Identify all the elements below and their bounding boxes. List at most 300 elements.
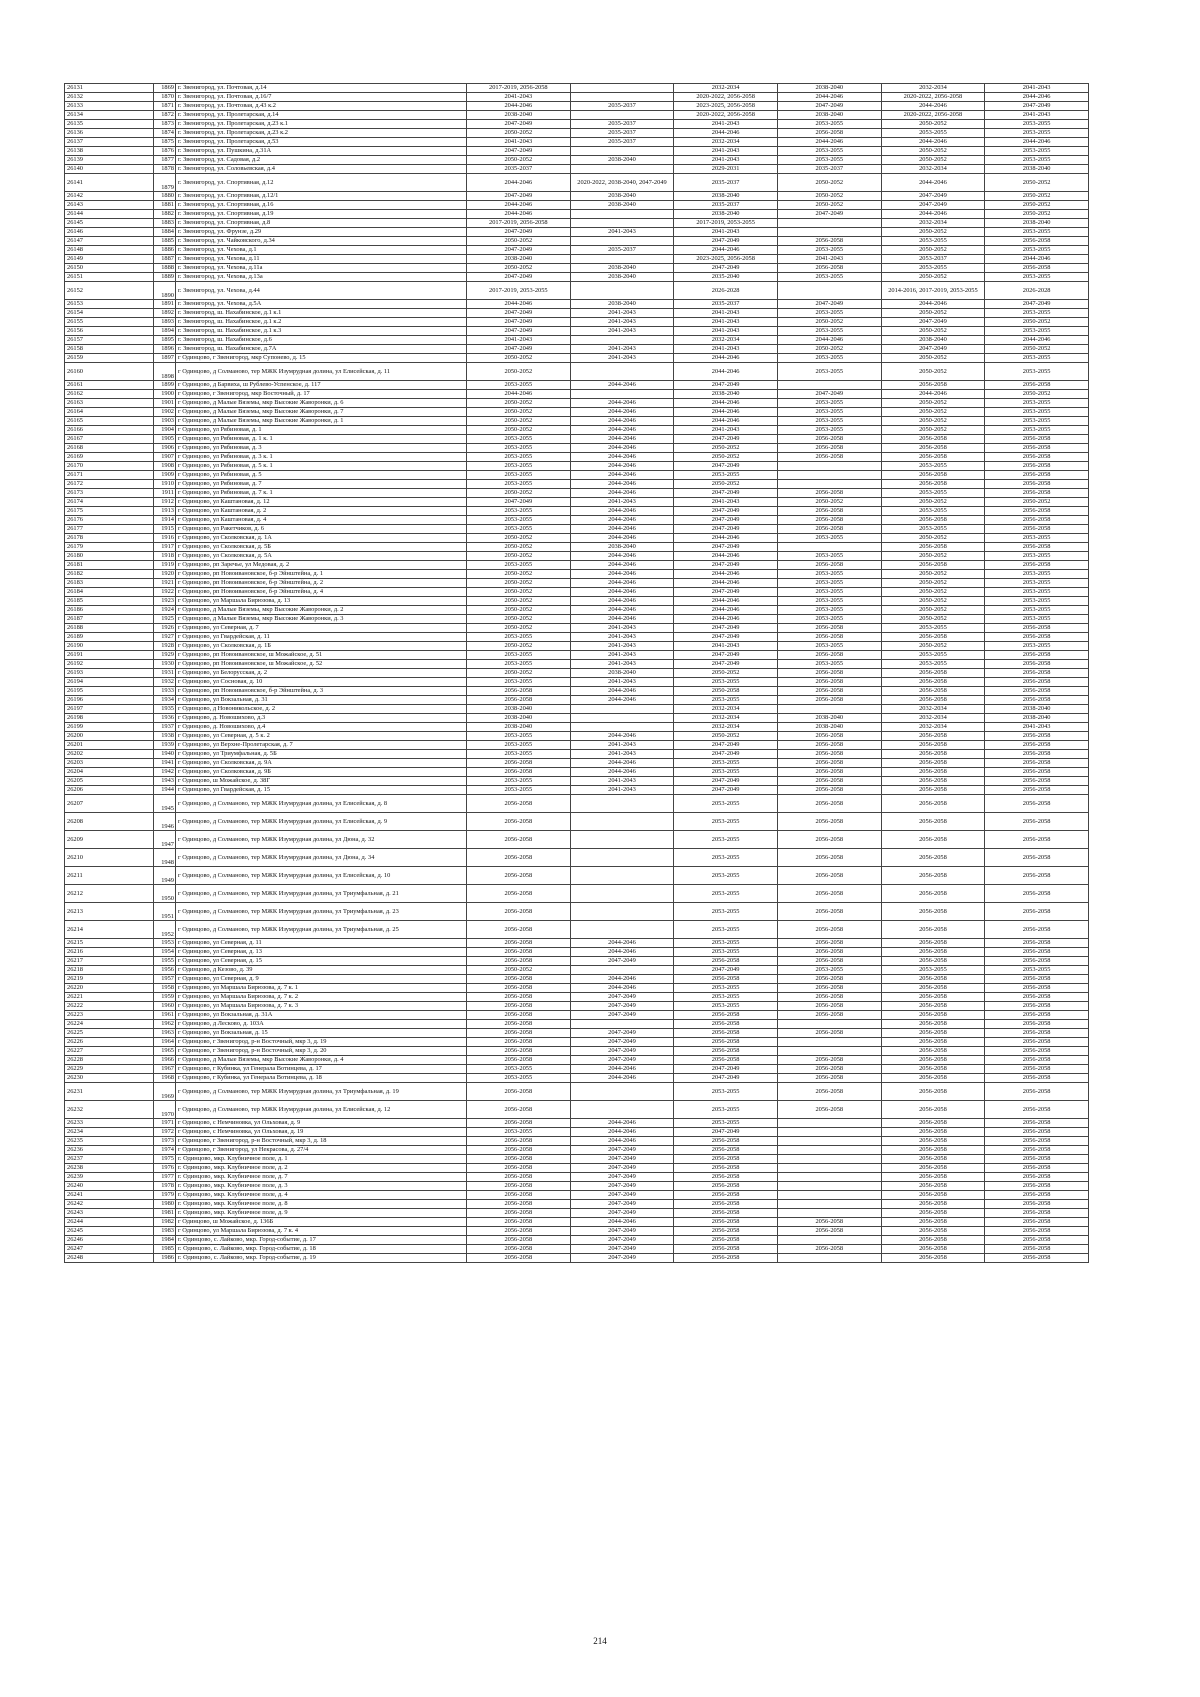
- col-2: [570, 210, 674, 219]
- row-number: 1981: [154, 1209, 176, 1218]
- row-number: 1876: [154, 147, 176, 156]
- col-4: 2056-2058: [777, 795, 881, 813]
- col-4: 2053-2055: [777, 552, 881, 561]
- col-2: 2044-2046: [570, 759, 674, 768]
- col-5: 2053-2055: [881, 462, 985, 471]
- col-5: 2056-2058: [881, 1056, 985, 1065]
- col-2: 2047-2049: [570, 1002, 674, 1011]
- row-number: 1894: [154, 327, 176, 336]
- col-6: 2041-2043: [985, 723, 1089, 732]
- row-id: 26173: [65, 489, 154, 498]
- col-4: 2050-2052: [777, 174, 881, 192]
- col-2: 2047-2049: [570, 1254, 674, 1263]
- table-row: [65, 1218, 1089, 1227]
- col-3: 2053-2055: [674, 831, 778, 849]
- col-2: [570, 867, 674, 885]
- table-row: [65, 1137, 1089, 1146]
- row-address: г. Звенигород, ул. Спортивная, д.16: [176, 201, 467, 210]
- col-2: 2047-2049: [570, 993, 674, 1002]
- col-4: 2053-2055: [777, 426, 881, 435]
- row-address: г. Одинцово, мкр. Клубничное поле, д. 2: [176, 1164, 467, 1173]
- col-1: 2050-2052: [467, 156, 571, 165]
- row-number: 1905: [154, 435, 176, 444]
- col-5: 2056-2058: [881, 1119, 985, 1128]
- row-id: 26149: [65, 255, 154, 264]
- row-address: г Одинцово, рп Новоивановское, ш Можайское, д. 52: [176, 660, 467, 669]
- row-address: г. Одинцово, мкр. Клубничное поле, д. 1: [176, 1155, 467, 1164]
- col-2: 2041-2043: [570, 345, 674, 354]
- row-number: 1948: [154, 849, 176, 867]
- table-row: [65, 1119, 1089, 1128]
- col-1: 2050-2052: [467, 570, 571, 579]
- table-row: [65, 543, 1089, 552]
- col-5: 2044-2046: [881, 210, 985, 219]
- col-4: 2056-2058: [777, 732, 881, 741]
- col-2: 2044-2046: [570, 399, 674, 408]
- row-id: 26243: [65, 1209, 154, 1218]
- row-id: 26145: [65, 219, 154, 228]
- col-4: 2053-2055: [777, 570, 881, 579]
- row-address: г Одинцово, ул Сколковская, д. 1Б: [176, 642, 467, 651]
- col-3: 2050-2052: [674, 444, 778, 453]
- col-1: 2050-2052: [467, 597, 571, 606]
- col-4: [777, 1137, 881, 1146]
- row-number: 1946: [154, 813, 176, 831]
- col-5: 2056-2058: [881, 696, 985, 705]
- col-6: 2050-2052: [985, 345, 1089, 354]
- col-4: 2053-2055: [777, 606, 881, 615]
- col-6: 2056-2058: [985, 1245, 1089, 1254]
- col-4: 2056-2058: [777, 687, 881, 696]
- col-3: 2056-2058: [674, 1191, 778, 1200]
- col-1: 2050-2052: [467, 408, 571, 417]
- row-address: г Одинцово, г Кубинка, ул Генерала Вотинцева, д. 18: [176, 1074, 467, 1083]
- col-4: [777, 471, 881, 480]
- row-number: 1961: [154, 1011, 176, 1020]
- row-number: 1958: [154, 984, 176, 993]
- col-5: 2044-2046: [881, 138, 985, 147]
- col-4: [777, 1200, 881, 1209]
- row-number: 1979: [154, 1191, 176, 1200]
- col-4: 2056-2058: [777, 561, 881, 570]
- col-4: 2056-2058: [777, 948, 881, 957]
- col-6: 2056-2058: [985, 633, 1089, 642]
- col-5: 2050-2052: [881, 534, 985, 543]
- table-row: [65, 948, 1089, 957]
- row-number: 1908: [154, 462, 176, 471]
- col-3: 2053-2055: [674, 795, 778, 813]
- col-4: [777, 1209, 881, 1218]
- col-3: 2029-2031: [674, 165, 778, 174]
- col-1: 2053-2055: [467, 678, 571, 687]
- col-5: 2050-2052: [881, 498, 985, 507]
- col-5: 2050-2052: [881, 615, 985, 624]
- col-1: 2053-2055: [467, 381, 571, 390]
- col-6: 2056-2058: [985, 453, 1089, 462]
- row-number: 1957: [154, 975, 176, 984]
- col-6: 2056-2058: [985, 651, 1089, 660]
- col-4: [777, 1164, 881, 1173]
- col-2: [570, 237, 674, 246]
- col-4: 2056-2058: [777, 453, 881, 462]
- col-1: 2056-2058: [467, 1011, 571, 1020]
- col-2: 2041-2043: [570, 660, 674, 669]
- col-6: 2038-2040: [985, 714, 1089, 723]
- col-3: 2044-2046: [674, 615, 778, 624]
- col-1: 2056-2058: [467, 1101, 571, 1119]
- row-number: 1950: [154, 885, 176, 903]
- col-5: 2056-2058: [881, 1227, 985, 1236]
- row-id: 26248: [65, 1254, 154, 1263]
- row-id: 26155: [65, 318, 154, 327]
- col-2: 2047-2049: [570, 1164, 674, 1173]
- col-2: 2044-2046: [570, 408, 674, 417]
- table-row: [65, 192, 1089, 201]
- col-2: 2041-2043: [570, 498, 674, 507]
- table-row: [65, 1083, 1089, 1101]
- row-id: 26136: [65, 129, 154, 138]
- table-row: [65, 1236, 1089, 1245]
- col-6: 2056-2058: [985, 777, 1089, 786]
- col-4: 2053-2055: [777, 966, 881, 975]
- col-6: 2056-2058: [985, 975, 1089, 984]
- table-row: [65, 156, 1089, 165]
- col-3: 2056-2058: [674, 1200, 778, 1209]
- col-6: 2056-2058: [985, 444, 1089, 453]
- col-3: 2044-2046: [674, 534, 778, 543]
- col-5: 2056-2058: [881, 777, 985, 786]
- row-address: г Одинцово, д Солманово, тер МЖК Изумрудная долина, ул Дюна, д. 34: [176, 849, 467, 867]
- col-2: 2044-2046: [570, 579, 674, 588]
- col-1: 2050-2052: [467, 966, 571, 975]
- row-id: 26220: [65, 984, 154, 993]
- col-4: 2056-2058: [777, 1218, 881, 1227]
- col-5: 2032-2034: [881, 165, 985, 174]
- row-id: 26133: [65, 102, 154, 111]
- col-5: 2056-2058: [881, 1047, 985, 1056]
- col-3: 2047-2049: [674, 651, 778, 660]
- table-row: [65, 642, 1089, 651]
- table-row: [65, 363, 1089, 381]
- col-4: 2038-2040: [777, 714, 881, 723]
- row-number: 1941: [154, 759, 176, 768]
- col-3: 2053-2055: [674, 984, 778, 993]
- row-address: г Одинцово, д Солманово, тер МЖК Изумрудная долина, ул Елисейская, д. 9: [176, 813, 467, 831]
- col-2: [570, 903, 674, 921]
- table-row: [65, 246, 1089, 255]
- col-3: 2035-2037: [674, 300, 778, 309]
- col-3: 2056-2058: [674, 1218, 778, 1227]
- table-row: [65, 381, 1089, 390]
- col-2: 2041-2043: [570, 678, 674, 687]
- row-id: 26154: [65, 309, 154, 318]
- row-id: 26141: [65, 174, 154, 192]
- col-3: 2017-2019, 2053-2055: [674, 219, 778, 228]
- row-number: 1986: [154, 1254, 176, 1263]
- table-row: [65, 1020, 1089, 1029]
- col-6: 2041-2043: [985, 111, 1089, 120]
- col-2: 2041-2043: [570, 354, 674, 363]
- col-6: 2056-2058: [985, 867, 1089, 885]
- col-2: 2044-2046: [570, 471, 674, 480]
- row-number: 1901: [154, 399, 176, 408]
- table-row: [65, 498, 1089, 507]
- row-number: 1971: [154, 1119, 176, 1128]
- row-address: г Одинцово, д Солманово, тер МЖК Изумрудная долина, ул Елисейская, д. 12: [176, 1101, 467, 1119]
- row-number: 1962: [154, 1020, 176, 1029]
- col-1: 2044-2046: [467, 210, 571, 219]
- row-id: 26160: [65, 363, 154, 381]
- col-6: 2056-2058: [985, 525, 1089, 534]
- col-6: 2044-2046: [985, 255, 1089, 264]
- row-id: 26168: [65, 444, 154, 453]
- col-2: 2044-2046: [570, 606, 674, 615]
- row-address: г Одинцово, д Солманово, тер МЖК Изумрудная долина, ул Триумфальная, д. 19: [176, 1083, 467, 1101]
- table-row: [65, 1128, 1089, 1137]
- table-row: [65, 615, 1089, 624]
- row-id: 26240: [65, 1182, 154, 1191]
- col-3: 2050-2052: [674, 732, 778, 741]
- col-5: 2056-2058: [881, 786, 985, 795]
- row-number: 1906: [154, 444, 176, 453]
- col-3: 2041-2043: [674, 327, 778, 336]
- col-3: 2053-2055: [674, 903, 778, 921]
- row-address: г. Звенигород, ул. Пушкина, д.31А: [176, 147, 467, 156]
- col-5: 2056-2058: [881, 1128, 985, 1137]
- col-1: 2053-2055: [467, 435, 571, 444]
- row-number: 1963: [154, 1029, 176, 1038]
- col-4: 2053-2055: [777, 579, 881, 588]
- row-id: 26137: [65, 138, 154, 147]
- row-address: г. Одинцово, мкр. Клубничное поле, д. 9: [176, 1209, 467, 1218]
- row-address: г. Звенигород, ул. Почтовая, д.14: [176, 84, 467, 93]
- col-6: 2056-2058: [985, 885, 1089, 903]
- col-2: 2044-2046: [570, 597, 674, 606]
- row-id: 26202: [65, 750, 154, 759]
- table-row: [65, 1074, 1089, 1083]
- col-2: 2041-2043: [570, 327, 674, 336]
- row-id: 26180: [65, 552, 154, 561]
- row-number: 1929: [154, 651, 176, 660]
- col-6: 2056-2058: [985, 831, 1089, 849]
- col-1: 2053-2055: [467, 444, 571, 453]
- col-2: [570, 84, 674, 93]
- col-1: 2056-2058: [467, 1002, 571, 1011]
- col-5: 2020-2022, 2056-2058: [881, 111, 985, 120]
- col-3: 2047-2049: [674, 741, 778, 750]
- row-number: 1952: [154, 921, 176, 939]
- col-3: 2053-2055: [674, 1002, 778, 1011]
- col-6: 2056-2058: [985, 795, 1089, 813]
- table-row: [65, 966, 1089, 975]
- row-address: г. Звенигород, ул. Спортивная, д.12: [176, 174, 467, 192]
- col-1: 2050-2052: [467, 579, 571, 588]
- col-1: 2053-2055: [467, 507, 571, 516]
- col-5: 2056-2058: [881, 1245, 985, 1254]
- col-5: 2047-2049: [881, 318, 985, 327]
- row-number: 1896: [154, 345, 176, 354]
- row-address: г Одинцово, ул Вокзальная, д. 31А: [176, 1011, 467, 1020]
- col-4: [777, 1254, 881, 1263]
- row-address: г. Звенигород, ул. Пролетарская, д.53: [176, 138, 467, 147]
- col-3: 2041-2043: [674, 318, 778, 327]
- table-row: [65, 813, 1089, 831]
- col-6: 2056-2058: [985, 759, 1089, 768]
- col-2: 2044-2046: [570, 552, 674, 561]
- row-address: г. Звенигород, ул. Пролетарская, д.14: [176, 111, 467, 120]
- col-5: 2056-2058: [881, 939, 985, 948]
- row-id: 26186: [65, 606, 154, 615]
- col-4: 2050-2052: [777, 498, 881, 507]
- col-5: 2056-2058: [881, 687, 985, 696]
- row-number: 1873: [154, 120, 176, 129]
- table-row: [65, 480, 1089, 489]
- col-1: 2056-2058: [467, 768, 571, 777]
- col-1: 2053-2055: [467, 786, 571, 795]
- row-id: 26192: [65, 660, 154, 669]
- col-6: 2056-2058: [985, 696, 1089, 705]
- row-address: г Одинцово, ул Рябиновая, д. 7: [176, 480, 467, 489]
- col-2: [570, 1083, 674, 1101]
- col-1: 2056-2058: [467, 1083, 571, 1101]
- col-3: 2044-2046: [674, 597, 778, 606]
- col-6: 2056-2058: [985, 1065, 1089, 1074]
- col-5: 2056-2058: [881, 948, 985, 957]
- row-id: 26170: [65, 462, 154, 471]
- table-row: [65, 588, 1089, 597]
- col-3: 2047-2049: [674, 786, 778, 795]
- row-id: 26172: [65, 480, 154, 489]
- col-6: 2056-2058: [985, 1002, 1089, 1011]
- table-row: [65, 705, 1089, 714]
- col-5: 2056-2058: [881, 1065, 985, 1074]
- col-1: 2053-2055: [467, 561, 571, 570]
- row-address: г Одинцово, г Звенигород, р-н Восточный, мкр 3, д. 20: [176, 1047, 467, 1056]
- col-2: 2047-2049: [570, 1209, 674, 1218]
- col-1: 2056-2058: [467, 1155, 571, 1164]
- col-1: 2050-2052: [467, 426, 571, 435]
- table-row: [65, 264, 1089, 273]
- table-row: [65, 147, 1089, 156]
- table-row: [65, 165, 1089, 174]
- col-5: 2056-2058: [881, 633, 985, 642]
- row-id: 26134: [65, 111, 154, 120]
- table-row: [65, 282, 1089, 300]
- table-row: [65, 534, 1089, 543]
- table-row: [65, 1101, 1089, 1119]
- col-1: 2047-2049: [467, 498, 571, 507]
- row-address: г Одинцово, д Малые Вяземы, мкр Высокие Жаворонки, д. 3: [176, 615, 467, 624]
- col-1: 2056-2058: [467, 957, 571, 966]
- col-6: 2053-2055: [985, 327, 1089, 336]
- table-row: [65, 696, 1089, 705]
- col-1: 2050-2052: [467, 399, 571, 408]
- col-2: 2041-2043: [570, 651, 674, 660]
- col-2: 2047-2049: [570, 1047, 674, 1056]
- col-5: 2056-2058: [881, 885, 985, 903]
- col-3: 2026-2028: [674, 282, 778, 300]
- col-5: 2050-2052: [881, 273, 985, 282]
- row-number: 1895: [154, 336, 176, 345]
- col-5: 2053-2055: [881, 489, 985, 498]
- row-id: 26152: [65, 282, 154, 300]
- row-id: 26232: [65, 1101, 154, 1119]
- col-3: 2056-2058: [674, 1047, 778, 1056]
- col-3: 2050-2052: [674, 480, 778, 489]
- col-3: 2044-2046: [674, 129, 778, 138]
- col-3: 2047-2049: [674, 435, 778, 444]
- col-6: 2056-2058: [985, 1191, 1089, 1200]
- col-3: 2053-2055: [674, 1119, 778, 1128]
- table-row: [65, 93, 1089, 102]
- col-4: [777, 705, 881, 714]
- col-5: 2056-2058: [881, 444, 985, 453]
- table-row: [65, 1029, 1089, 1038]
- row-id: 26190: [65, 642, 154, 651]
- row-id: 26212: [65, 885, 154, 903]
- col-6: 2053-2055: [985, 246, 1089, 255]
- table-row: [65, 1200, 1089, 1209]
- col-4: 2050-2052: [777, 345, 881, 354]
- table-row: [65, 138, 1089, 147]
- row-address: г Одинцово, д Лесково, д. 103А: [176, 1020, 467, 1029]
- col-4: [777, 1047, 881, 1056]
- col-6: 2053-2055: [985, 417, 1089, 426]
- col-1: 2047-2049: [467, 318, 571, 327]
- row-address: г. Звенигород, ул. Чехова, д.11: [176, 255, 467, 264]
- col-6: 2050-2052: [985, 201, 1089, 210]
- row-number: 1935: [154, 705, 176, 714]
- col-5: 2050-2052: [881, 354, 985, 363]
- row-address: г Одинцово, д Солманово, тер МЖК Изумрудная долина, ул Елисейская, д. 10: [176, 867, 467, 885]
- col-6: 2053-2055: [985, 597, 1089, 606]
- row-id: 26207: [65, 795, 154, 813]
- col-2: 2038-2040: [570, 300, 674, 309]
- row-id: 26194: [65, 678, 154, 687]
- col-4: 2053-2055: [777, 534, 881, 543]
- table-row: [65, 228, 1089, 237]
- col-5: 2053-2055: [881, 966, 985, 975]
- col-5: 2053-2055: [881, 264, 985, 273]
- col-5: 2056-2058: [881, 1101, 985, 1119]
- col-2: 2044-2046: [570, 696, 674, 705]
- row-address: г Одинцово, рп Новоивановское, б-р Эйнштейна, д. 1: [176, 570, 467, 579]
- col-1: 2047-2049: [467, 120, 571, 129]
- col-4: 2053-2055: [777, 354, 881, 363]
- col-6: 2053-2055: [985, 570, 1089, 579]
- row-address: г Одинцово, ул Рябиновая, д. 1: [176, 426, 467, 435]
- col-6: 2038-2040: [985, 705, 1089, 714]
- col-6: 2050-2052: [985, 498, 1089, 507]
- row-address: г Одинцово, ул Северная, д. 13: [176, 948, 467, 957]
- row-address: г Одинцово, ул Вокзальная, д. 31: [176, 696, 467, 705]
- col-3: 2056-2058: [674, 1227, 778, 1236]
- col-6: 2056-2058: [985, 1236, 1089, 1245]
- row-number: 1875: [154, 138, 176, 147]
- col-4: 2050-2052: [777, 318, 881, 327]
- col-5: 2038-2040: [881, 336, 985, 345]
- row-number: 1968: [154, 1074, 176, 1083]
- col-3: 2056-2058: [674, 1236, 778, 1245]
- col-3: 2044-2046: [674, 399, 778, 408]
- col-1: 2047-2049: [467, 327, 571, 336]
- col-4: 2053-2055: [777, 273, 881, 282]
- table-row: [65, 561, 1089, 570]
- col-3: 2035-2037: [674, 201, 778, 210]
- col-2: 2044-2046: [570, 1065, 674, 1074]
- col-3: 2053-2055: [674, 813, 778, 831]
- col-4: 2053-2055: [777, 399, 881, 408]
